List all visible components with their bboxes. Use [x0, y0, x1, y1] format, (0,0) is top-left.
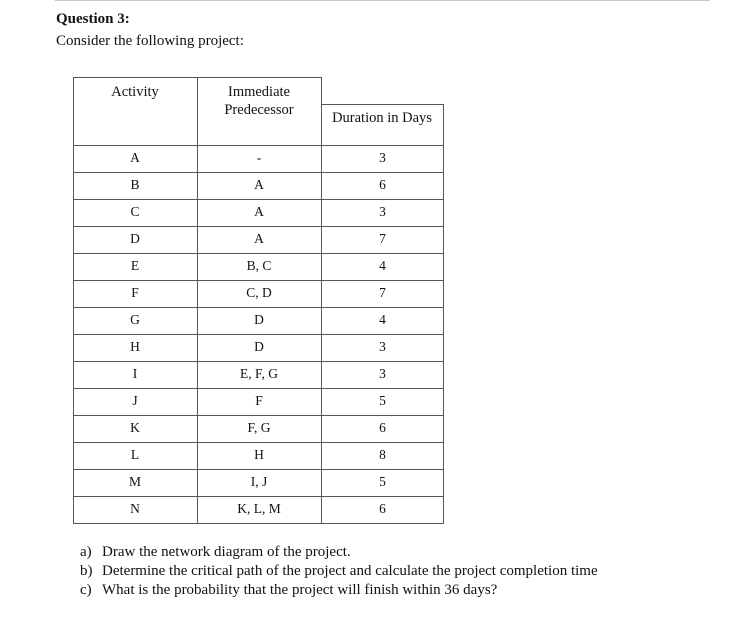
task-text: Draw the network diagram of the project. — [102, 544, 351, 560]
table-row-divider — [73, 469, 444, 470]
cell-predecessor: A — [254, 204, 264, 219]
table-header-divider — [73, 145, 444, 146]
cell-activity: I — [132, 366, 138, 381]
cell-activity: H — [130, 339, 140, 354]
cell-predecessor: A — [254, 177, 264, 192]
cell-predecessor: B, C — [246, 258, 272, 273]
table-row-divider — [73, 253, 444, 254]
header-predecessor: Immediate Predecessor — [224, 84, 294, 118]
task-marker: a) — [80, 544, 92, 560]
task-text: Determine the critical path of the project and calculate the project completion time — [102, 563, 598, 579]
cell-activity: J — [132, 393, 138, 408]
question-title: Question 3: — [56, 11, 130, 27]
cell-activity: L — [130, 447, 140, 462]
table-row-divider — [73, 496, 444, 497]
header-duration: Duration in Days — [332, 110, 432, 126]
cell-predecessor: D — [254, 312, 264, 327]
table-row-divider — [73, 523, 444, 524]
cell-predecessor: H — [254, 447, 264, 462]
cell-predecessor: D — [254, 339, 264, 354]
cell-activity: G — [130, 312, 140, 327]
question-intro: Consider the following project: — [56, 33, 244, 49]
cell-activity: E — [130, 258, 140, 273]
table-row-divider — [73, 199, 444, 200]
cell-duration: 6 — [379, 501, 386, 516]
cell-predecessor: F — [255, 393, 263, 408]
cell-duration: 6 — [379, 177, 386, 192]
cell-activity: K — [130, 420, 140, 435]
cell-activity: B — [130, 177, 140, 192]
cell-duration: 7 — [379, 285, 386, 300]
cell-duration: 6 — [379, 420, 386, 435]
cell-duration: 5 — [379, 474, 386, 489]
cell-predecessor: - — [256, 150, 262, 165]
cell-duration: 7 — [379, 231, 386, 246]
table-row-divider — [73, 415, 444, 416]
cell-predecessor: A — [254, 231, 264, 246]
table-row-divider — [73, 361, 444, 362]
task-list — [80, 543, 598, 600]
table-border-top-duration — [321, 104, 444, 105]
table-border-top — [73, 77, 322, 78]
cell-duration: 5 — [379, 393, 386, 408]
cell-activity: F — [131, 285, 139, 300]
cell-predecessor: E, F, G — [240, 366, 278, 381]
cell-predecessor: I, J — [250, 474, 268, 489]
table-row-divider — [73, 388, 444, 389]
top-faded-text-fragment — [557, 0, 707, 1]
cell-predecessor: F, G — [247, 420, 271, 435]
cell-duration: 3 — [379, 339, 386, 354]
cell-activity: D — [130, 231, 140, 246]
activity-table — [73, 77, 444, 524]
table-row-divider — [73, 442, 444, 443]
task-item — [80, 543, 598, 562]
cell-activity: C — [130, 204, 140, 219]
table-row-divider — [73, 226, 444, 227]
cell-duration: 8 — [379, 447, 386, 462]
table-row-divider — [73, 307, 444, 308]
cell-activity: A — [130, 150, 140, 165]
task-text: What is the probability that the project will finish within 36 days? — [102, 582, 498, 598]
table-row-divider — [73, 280, 444, 281]
cell-duration: 3 — [379, 150, 386, 165]
task-item — [80, 581, 598, 600]
cell-predecessor: K, L, M — [237, 501, 281, 516]
cell-duration: 4 — [379, 312, 386, 327]
cell-duration: 4 — [379, 258, 386, 273]
cell-activity: M — [128, 474, 141, 489]
cell-predecessor: C, D — [246, 285, 272, 300]
cell-activity: N — [130, 501, 140, 516]
header-activity: Activity — [111, 84, 159, 100]
table-row-divider — [73, 334, 444, 335]
task-marker: c) — [80, 582, 92, 598]
task-item — [80, 562, 598, 581]
task-marker: b) — [80, 563, 93, 579]
table-row-divider — [73, 172, 444, 173]
cell-duration: 3 — [379, 366, 386, 381]
cell-duration: 3 — [379, 204, 386, 219]
